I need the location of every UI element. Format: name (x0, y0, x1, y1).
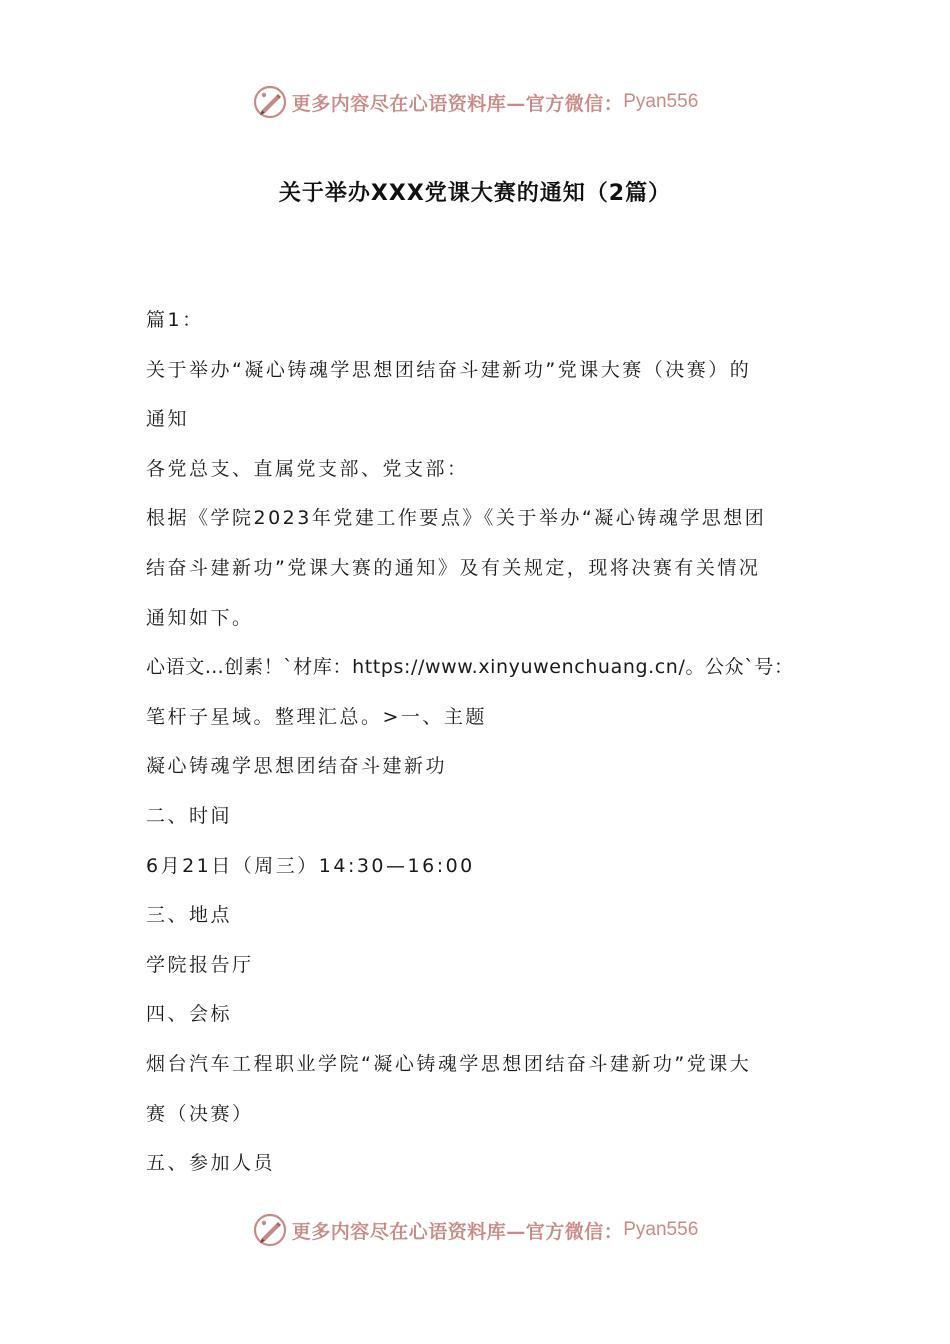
body-line: 学院报告厅 (146, 953, 254, 976)
body-line: 根据《学院2023年党建工作要点》《关于举办“凝心铸魂学思想团 (146, 507, 767, 530)
body-line: 各党总支、直属党支部、党支部： (146, 457, 469, 480)
pen-logo-icon (252, 84, 288, 120)
body-line: 五、参加人员 (146, 1152, 276, 1175)
body-line: 四、会标 (146, 1003, 233, 1026)
body-line: 6月21日（周三）14:30—16:00 (146, 854, 475, 877)
body-line: 心语文…创素！`材库：https://www.xinyuwenchuang.cn/。公众`号： (146, 656, 794, 679)
document-title: 关于举办XXX党课大赛的通知（2篇） (278, 181, 672, 206)
banner-text: 更多内容尽在心语资料库—官方微信： (291, 1220, 624, 1243)
body-line: 凝心铸魂学思想团结奋斗建新功 (146, 755, 448, 778)
body-line: 关于举办“凝心铸魂学思想团结奋斗建新功”党课大赛（决赛）的 (146, 358, 752, 381)
body-line: 二、时间 (146, 804, 233, 827)
body-line: 篇1： (146, 309, 204, 331)
footer-banner (0, 1208, 950, 1252)
banner-wechat-id: Pyan556 (623, 91, 699, 112)
banner-wechat-id: Pyan556 (623, 1219, 699, 1240)
body-line: 通知如下。 (146, 606, 254, 629)
pen-logo-icon (252, 1212, 288, 1248)
body-line: 赛（决赛） (146, 1102, 254, 1125)
banner-text: 更多内容尽在心语资料库—官方微信： (291, 92, 624, 115)
header-banner (0, 80, 950, 124)
document-body (146, 296, 810, 1189)
body-line: 结奋斗建新功”党课大赛的通知》及有关规定，现将决赛有关情况 (146, 556, 761, 579)
body-line: 三、地点 (146, 904, 233, 927)
body-line: 笔杆子星域。整理汇总。>一、主题 (146, 705, 487, 728)
body-line: 通知 (146, 408, 190, 431)
body-line: 烟台汽车工程职业学院“凝心铸魂学思想团结奋斗建新功”党课大 (146, 1052, 752, 1075)
